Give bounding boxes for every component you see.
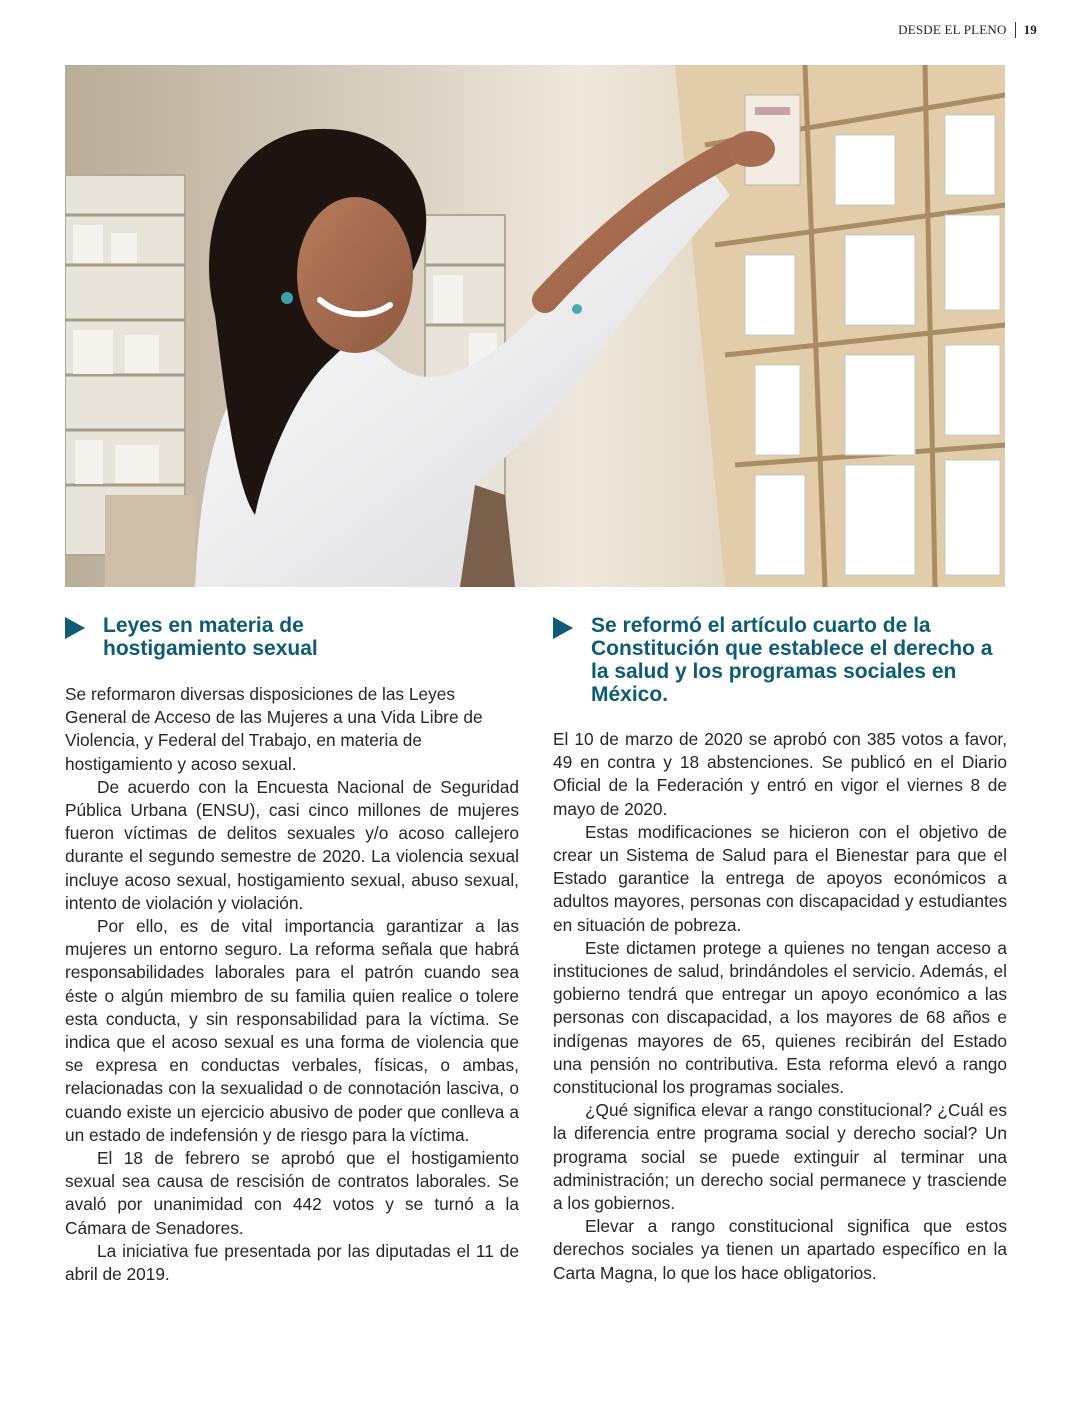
pharmacist-photo [65, 65, 1005, 587]
page-number: 19 [1023, 22, 1037, 37]
left-section-heading [65, 614, 519, 660]
paragraph: Este dictamen protege a quienes no tengan acceso a instituciones de salud, brindándoles el servicio. Además, el gobierno tendrá que entregar un apoyo económico a las personas con discapacidad, a los mayores de 68 años e indígenas mayores de 65, quienes recibirán del Estado una pensión no contributiva. Esta reforma elevó a rango constitucional los programas sociales. [553, 937, 1007, 1098]
section-title: DESDE EL PLENO [898, 22, 1007, 37]
right-column [553, 614, 1007, 1285]
running-header [898, 22, 1037, 38]
paragraph: El 10 de marzo de 2020 se aprobó con 385 votos a favor, 49 en contra y 18 abstenciones. Se publicó en el Diario Oficial de la Federación y entró en vigor el viernes 8 de mayo de 2020. [553, 729, 1007, 819]
right-heading-text: Se reformó el artículo cuarto de la Constitución que establece el derecho a la salud y los programas sociales en México. [591, 614, 993, 706]
left-heading-text: Leyes en materia de hostigamiento sexual [103, 614, 318, 660]
paragraph: Se reformaron diversas disposiciones de las Leyes General de Acceso de las Mujeres a una Vida Libre de Violencia, y Federal del Trabajo, en materia de hostigamiento y acoso sexual. [65, 684, 483, 774]
right-section-heading [553, 614, 1007, 706]
paragraph: La iniciativa fue presentada por las diputadas el 11 de abril de 2019. [65, 1240, 519, 1285]
left-body [65, 683, 519, 1286]
right-body [553, 728, 1007, 1285]
paragraph: Estas modificaciones se hicieron con el objetivo de crear un Sistema de Salud para el Bienestar para que el Estado garantice la entrega de apoyos económicos a adultos mayores, personas con discapacidad y estudiantes en situación de pobreza. [553, 821, 1007, 935]
paragraph: ¿Qué significa elevar a rango constitucional? ¿Cuál es la diferencia entre programa social y derecho social? Un programa social se puede extinguir al terminar una administración; un derecho social permanece y trasciende a los gobiernos. [553, 1100, 1007, 1214]
triangle-bullet-icon [553, 617, 573, 639]
paragraph: De acuerdo con la Encuesta Nacional de Seguridad Pública Urbana (ENSU), casi cinco millones de mujeres fueron víctimas de delitos sexuales y/o acoso callejero durante el segundo semestre de 2020. La violencia sexual incluye acoso sexual, hostigamiento sexual, abuso sexual, intento de violación y violación. [65, 776, 519, 913]
paragraph: El 18 de febrero se aprobó que el hostigamiento sexual sea causa de rescisión de contratos laborales. Se avaló por unanimidad con 442 votos y se turnó a la Cámara de Senadores. [65, 1148, 519, 1238]
paragraph: Por ello, es de vital importancia garantizar a las mujeres un entorno seguro. La reforma señala que habrá responsabilidades laborales para el patrón cuando sea éste o algún miembro de su familia quien realice o tolere esta conducta, y sin responsabilidad para la víctima. Se indica que el acoso sexual es una forma de violencia que se expresa en conductas verbales, físicas, o ambas, relacionadas con la sexualidad o de connotación lasciva, o cuando existe un ejercicio abusivo de poder que conlleva a un estado de indefensión y de riesgo para la víctima. [65, 916, 519, 1145]
left-column [65, 614, 519, 1286]
paragraph: Elevar a rango constitucional significa que estos derechos sociales ya tienen un apartado específico en la Carta Magna, lo que los hace obligatorios. [553, 1216, 1007, 1283]
header-divider [1015, 22, 1016, 38]
triangle-bullet-icon [65, 617, 85, 639]
